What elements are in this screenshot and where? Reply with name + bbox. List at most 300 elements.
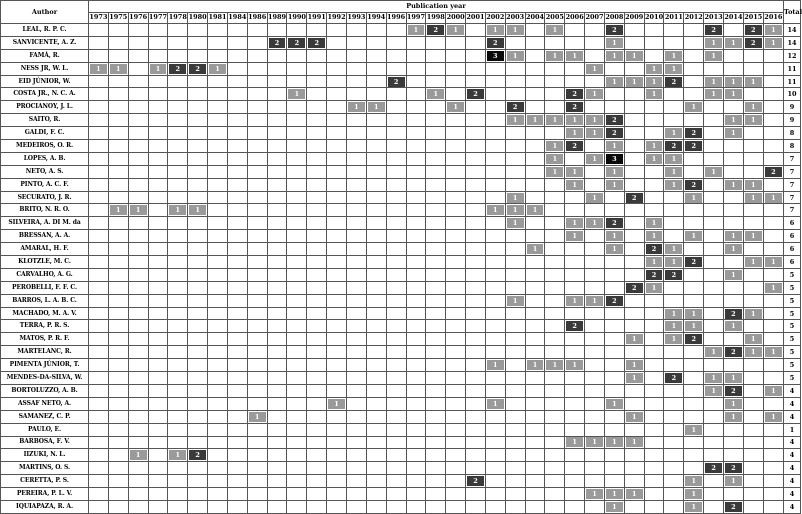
heatmap-cell: [624, 281, 644, 294]
heatmap-cell: [684, 127, 704, 140]
heatmap-cell: [188, 217, 208, 230]
heatmap-mark: 1: [665, 51, 682, 61]
heatmap-cell: [664, 191, 684, 204]
heatmap-cell: [148, 346, 168, 359]
heatmap-cell: [446, 36, 466, 49]
year-tick-label: 2004: [525, 12, 545, 24]
heatmap-cell: [287, 500, 307, 513]
heatmap-cell: [585, 191, 605, 204]
author-name-label: LEAL, R. P. C.: [1, 24, 89, 37]
heatmap-cell: [188, 488, 208, 501]
heatmap-cell: [287, 449, 307, 462]
heatmap-cell: [307, 346, 327, 359]
heatmap-cell: [525, 140, 545, 153]
heatmap-cell: [505, 243, 525, 256]
author-name-label: MARTELANC, R.: [1, 346, 89, 359]
heatmap-mark: 3: [487, 51, 504, 61]
heatmap-cell: [545, 178, 565, 191]
heatmap-mark: 1: [685, 102, 702, 112]
table-row: [1, 243, 801, 256]
heatmap-cell: [644, 436, 664, 449]
heatmap-mark: 1: [705, 38, 722, 48]
heatmap-cell: [704, 397, 724, 410]
heatmap-cell: [624, 191, 644, 204]
heatmap-cell: [624, 320, 644, 333]
heatmap-cell: [148, 152, 168, 165]
heatmap-cell: [704, 140, 724, 153]
heatmap-cell: [188, 384, 208, 397]
heatmap-mark: 1: [606, 502, 623, 512]
heatmap-cell: [525, 294, 545, 307]
heatmap-cell: [148, 230, 168, 243]
heatmap-cell: [108, 75, 128, 88]
heatmap-cell: [545, 449, 565, 462]
year-tick-label: 1977: [148, 12, 168, 24]
heatmap-cell: [724, 140, 744, 153]
heatmap-cell: [227, 49, 247, 62]
heatmap-mark: 1: [487, 205, 504, 215]
heatmap-cell: [565, 397, 585, 410]
heatmap-cell: [327, 75, 347, 88]
heatmap-mark: 1: [745, 347, 762, 357]
heatmap-mark: 1: [566, 231, 583, 241]
heatmap-cell: [247, 346, 267, 359]
table-row: [1, 307, 801, 320]
author-name-label: KLOTZLE, M. C.: [1, 256, 89, 269]
heatmap-cell: [188, 256, 208, 269]
heatmap-cell: [89, 346, 109, 359]
heatmap-mark: 2: [606, 25, 623, 35]
heatmap-cell: [108, 462, 128, 475]
heatmap-cell: [247, 49, 267, 62]
heatmap-cell: [565, 488, 585, 501]
heatmap-cell: [684, 191, 704, 204]
heatmap-cell: [644, 191, 664, 204]
heatmap-cell: [704, 294, 724, 307]
heatmap-cell: [128, 75, 148, 88]
heatmap-cell: [307, 152, 327, 165]
heatmap-cell: [545, 475, 565, 488]
heatmap-cell: [763, 49, 783, 62]
heatmap-cell: [247, 436, 267, 449]
heatmap-cell: [644, 268, 664, 281]
heatmap-cell: [505, 488, 525, 501]
heatmap-cell: [148, 178, 168, 191]
heatmap-cell: [743, 165, 763, 178]
heatmap-cell: [108, 49, 128, 62]
heatmap-cell: [684, 359, 704, 372]
heatmap-cell: [128, 372, 148, 385]
table-row: [1, 346, 801, 359]
heatmap-cell: [624, 384, 644, 397]
heatmap-cell: [188, 127, 208, 140]
heatmap-cell: [168, 307, 188, 320]
heatmap-cell: [505, 127, 525, 140]
heatmap-cell: [485, 127, 505, 140]
row-total-label: 6: [784, 256, 801, 269]
table-row: [1, 410, 801, 423]
year-tick-label: 1986: [247, 12, 267, 24]
heatmap-cell: [346, 449, 366, 462]
heatmap-cell: [466, 243, 486, 256]
heatmap-cell: [664, 359, 684, 372]
heatmap-cell: [89, 243, 109, 256]
heatmap-cell: [446, 320, 466, 333]
heatmap-cell: [386, 165, 406, 178]
heatmap-cell: [664, 423, 684, 436]
row-total-label: 5: [784, 346, 801, 359]
heatmap-cell: [604, 384, 624, 397]
heatmap-cell: [724, 114, 744, 127]
heatmap-cell: [426, 165, 446, 178]
heatmap-cell: [247, 359, 267, 372]
heatmap-cell: [704, 101, 724, 114]
heatmap-cell: [426, 346, 446, 359]
heatmap-cell: [724, 320, 744, 333]
heatmap-cell: [426, 191, 446, 204]
heatmap-cell: [704, 488, 724, 501]
heatmap-cell: [406, 165, 426, 178]
heatmap-cell: [545, 294, 565, 307]
heatmap-cell: [664, 62, 684, 75]
author-name-label: SECURATO, J. R.: [1, 191, 89, 204]
heatmap-cell: [743, 475, 763, 488]
author-name-label: BARROS, L. A. B. C.: [1, 294, 89, 307]
heatmap-cell: [227, 423, 247, 436]
table-row: [1, 165, 801, 178]
heatmap-cell: [704, 36, 724, 49]
heatmap-cell: [446, 101, 466, 114]
heatmap-mark: 2: [725, 386, 742, 396]
heatmap-cell: [724, 281, 744, 294]
heatmap-cell: [327, 436, 347, 449]
heatmap-cell: [307, 36, 327, 49]
heatmap-cell: [267, 24, 287, 37]
heatmap-cell: [565, 475, 585, 488]
heatmap-cell: [227, 165, 247, 178]
heatmap-cell: [446, 75, 466, 88]
author-name-label: GALDI, F. C.: [1, 127, 89, 140]
heatmap-cell: [366, 500, 386, 513]
heatmap-mark: 1: [606, 231, 623, 241]
heatmap-cell: [466, 140, 486, 153]
heatmap-cell: [724, 217, 744, 230]
author-name-label: TERRA, P. R. S.: [1, 320, 89, 333]
heatmap-cell: [585, 488, 605, 501]
heatmap-cell: [585, 165, 605, 178]
heatmap-cell: [505, 475, 525, 488]
heatmap-cell: [684, 152, 704, 165]
heatmap-cell: [386, 307, 406, 320]
heatmap-cell: [684, 49, 704, 62]
heatmap-cell: [704, 307, 724, 320]
author-name-label: MEDEIROS, O. R.: [1, 140, 89, 153]
heatmap-cell: [565, 243, 585, 256]
heatmap-cell: [346, 49, 366, 62]
heatmap-cell: [327, 475, 347, 488]
heatmap-cell: [565, 114, 585, 127]
heatmap-mark: 1: [665, 309, 682, 319]
heatmap-cell: [188, 346, 208, 359]
heatmap-cell: [327, 140, 347, 153]
heatmap-cell: [525, 256, 545, 269]
heatmap-cell: [366, 346, 386, 359]
table-row: [1, 268, 801, 281]
heatmap-cell: [108, 217, 128, 230]
heatmap-cell: [565, 268, 585, 281]
heatmap-mark: 2: [665, 77, 682, 87]
author-name-label: LOPES, A. B.: [1, 152, 89, 165]
heatmap-cell: [565, 410, 585, 423]
heatmap-cell: [585, 75, 605, 88]
heatmap-cell: [684, 140, 704, 153]
heatmap-cell: [188, 372, 208, 385]
heatmap-mark: 1: [169, 450, 186, 460]
heatmap-cell: [664, 320, 684, 333]
heatmap-cell: [108, 397, 128, 410]
heatmap-cell: [148, 372, 168, 385]
heatmap-cell: [724, 423, 744, 436]
heatmap-mark: 2: [308, 38, 325, 48]
heatmap-cell: [307, 372, 327, 385]
heatmap-mark: 1: [566, 115, 583, 125]
heatmap-cell: [247, 500, 267, 513]
heatmap-cell: [585, 384, 605, 397]
heatmap-cell: [664, 127, 684, 140]
heatmap-cell: [565, 372, 585, 385]
author-name-label: EID JÚNIOR, W.: [1, 75, 89, 88]
heatmap-cell: [208, 384, 228, 397]
heatmap-cell: [227, 281, 247, 294]
heatmap-cell: [267, 256, 287, 269]
row-total-label: 5: [784, 307, 801, 320]
heatmap-cell: [307, 49, 327, 62]
author-column-header: Author: [1, 1, 89, 24]
heatmap-cell: [585, 243, 605, 256]
author-name-label: IQUIAPAZA, R. A.: [1, 500, 89, 513]
row-total-label: 4: [784, 436, 801, 449]
heatmap-cell: [743, 191, 763, 204]
heatmap-cell: [168, 217, 188, 230]
heatmap-mark: 2: [467, 476, 484, 486]
heatmap-cell: [346, 152, 366, 165]
heatmap-cell: [565, 423, 585, 436]
heatmap-mark: 2: [705, 25, 722, 35]
heatmap-cell: [287, 488, 307, 501]
heatmap-cell: [724, 256, 744, 269]
heatmap-cell: [168, 88, 188, 101]
heatmap-cell: [624, 178, 644, 191]
heatmap-cell: [743, 449, 763, 462]
heatmap-mark: 1: [586, 64, 603, 74]
year-tick-label: 2010: [644, 12, 664, 24]
heatmap-mark: 2: [566, 141, 583, 151]
heatmap-cell: [624, 127, 644, 140]
heatmap-cell: [386, 152, 406, 165]
heatmap-cell: [565, 307, 585, 320]
heatmap-cell: [148, 333, 168, 346]
heatmap-cell: [89, 307, 109, 320]
heatmap-cell: [406, 88, 426, 101]
heatmap-cell: [604, 281, 624, 294]
heatmap-cell: [585, 423, 605, 436]
heatmap-cell: [585, 217, 605, 230]
heatmap-cell: [485, 488, 505, 501]
heatmap-cell: [664, 152, 684, 165]
author-name-label: PEROBELLI, F. F. C.: [1, 281, 89, 294]
row-total-label: 6: [784, 243, 801, 256]
heatmap-cell: [644, 24, 664, 37]
heatmap-cell: [247, 243, 267, 256]
heatmap-cell: [128, 217, 148, 230]
heatmap-cell: [128, 384, 148, 397]
row-total-label: 11: [784, 75, 801, 88]
heatmap-cell: [208, 462, 228, 475]
heatmap-cell: [208, 204, 228, 217]
heatmap-cell: [227, 256, 247, 269]
heatmap-cell: [247, 307, 267, 320]
heatmap-cell: [247, 397, 267, 410]
heatmap-cell: [108, 333, 128, 346]
heatmap-mark: 1: [586, 89, 603, 99]
table-row: [1, 127, 801, 140]
heatmap-mark: 1: [626, 51, 643, 61]
heatmap-cell: [227, 178, 247, 191]
heatmap-cell: [604, 462, 624, 475]
author-name-label: PROCIANOY, J. L.: [1, 101, 89, 114]
heatmap-cell: [505, 423, 525, 436]
heatmap-mark: 1: [169, 205, 186, 215]
heatmap-cell: [724, 75, 744, 88]
heatmap-cell: [188, 204, 208, 217]
heatmap-mark: 1: [90, 64, 107, 74]
heatmap-cell: [89, 140, 109, 153]
heatmap-cell: [585, 24, 605, 37]
heatmap-cell: [704, 114, 724, 127]
heatmap-cell: [386, 500, 406, 513]
heatmap-cell: [406, 488, 426, 501]
table-row: [1, 178, 801, 191]
heatmap-cell: [108, 410, 128, 423]
heatmap-cell: [247, 410, 267, 423]
heatmap-mark: 2: [725, 502, 742, 512]
heatmap-cell: [366, 75, 386, 88]
heatmap-cell: [386, 475, 406, 488]
heatmap-cell: [446, 49, 466, 62]
heatmap-cell: [346, 114, 366, 127]
heatmap-cell: [267, 268, 287, 281]
row-total-label: 9: [784, 101, 801, 114]
heatmap-cell: [664, 217, 684, 230]
heatmap-cell: [168, 62, 188, 75]
heatmap-cell: [188, 436, 208, 449]
table-row: [1, 423, 801, 436]
year-tick-label: 2006: [565, 12, 585, 24]
heatmap-cell: [724, 165, 744, 178]
year-tick-label: 1998: [426, 12, 446, 24]
heatmap-mark: 1: [765, 38, 782, 48]
heatmap-cell: [585, 256, 605, 269]
row-total-label: 4: [784, 500, 801, 513]
heatmap-cell: [208, 423, 228, 436]
heatmap-cell: [505, 346, 525, 359]
heatmap-cell: [743, 49, 763, 62]
heatmap-cell: [604, 62, 624, 75]
table-row: [1, 114, 801, 127]
row-total-label: 7: [784, 165, 801, 178]
author-name-label: MENDES-DA-SILVA, W.: [1, 372, 89, 385]
heatmap-cell: [585, 268, 605, 281]
heatmap-cell: [227, 346, 247, 359]
heatmap-cell: [545, 268, 565, 281]
heatmap-cell: [525, 114, 545, 127]
heatmap-cell: [287, 333, 307, 346]
heatmap-cell: [664, 500, 684, 513]
heatmap-cell: [366, 191, 386, 204]
heatmap-cell: [188, 462, 208, 475]
heatmap-cell: [108, 101, 128, 114]
heatmap-cell: [644, 88, 664, 101]
heatmap-cell: [406, 140, 426, 153]
heatmap-cell: [406, 36, 426, 49]
heatmap-mark: 2: [665, 373, 682, 383]
heatmap-cell: [743, 294, 763, 307]
heatmap-cell: [386, 140, 406, 153]
author-name-label: PIMENTA JÚNIOR, T.: [1, 359, 89, 372]
heatmap-mark: 1: [487, 25, 504, 35]
heatmap-mark: 1: [586, 489, 603, 499]
heatmap-cell: [406, 307, 426, 320]
row-total-label: 14: [784, 24, 801, 37]
table-row: [1, 152, 801, 165]
heatmap-cell: [624, 140, 644, 153]
heatmap-cell: [684, 346, 704, 359]
year-tick-label: 1984: [227, 12, 247, 24]
heatmap-cell: [466, 475, 486, 488]
heatmap-cell: [446, 423, 466, 436]
heatmap-cell: [604, 36, 624, 49]
heatmap-mark: 1: [130, 205, 147, 215]
heatmap-cell: [585, 475, 605, 488]
heatmap-mark: 2: [665, 270, 682, 280]
heatmap-cell: [446, 462, 466, 475]
heatmap-cell: [466, 178, 486, 191]
heatmap-cell: [704, 462, 724, 475]
heatmap-cell: [644, 384, 664, 397]
row-total-label: 4: [784, 488, 801, 501]
heatmap-cell: [307, 500, 327, 513]
heatmap-cell: [287, 62, 307, 75]
heatmap-cell: [267, 384, 287, 397]
heatmap-cell: [644, 410, 664, 423]
row-total-label: 9: [784, 114, 801, 127]
row-total-label: 12: [784, 49, 801, 62]
heatmap-cell: [287, 24, 307, 37]
heatmap-cell: [168, 114, 188, 127]
heatmap-cell: [287, 88, 307, 101]
heatmap-cell: [644, 204, 664, 217]
heatmap-cell: [148, 475, 168, 488]
heatmap-cell: [148, 165, 168, 178]
heatmap-cell: [327, 191, 347, 204]
heatmap-cell: [208, 500, 228, 513]
heatmap-cell: [525, 500, 545, 513]
table-row: [1, 333, 801, 346]
heatmap-cell: [307, 101, 327, 114]
heatmap-cell: [466, 152, 486, 165]
heatmap-cell: [704, 49, 724, 62]
heatmap-cell: [604, 204, 624, 217]
